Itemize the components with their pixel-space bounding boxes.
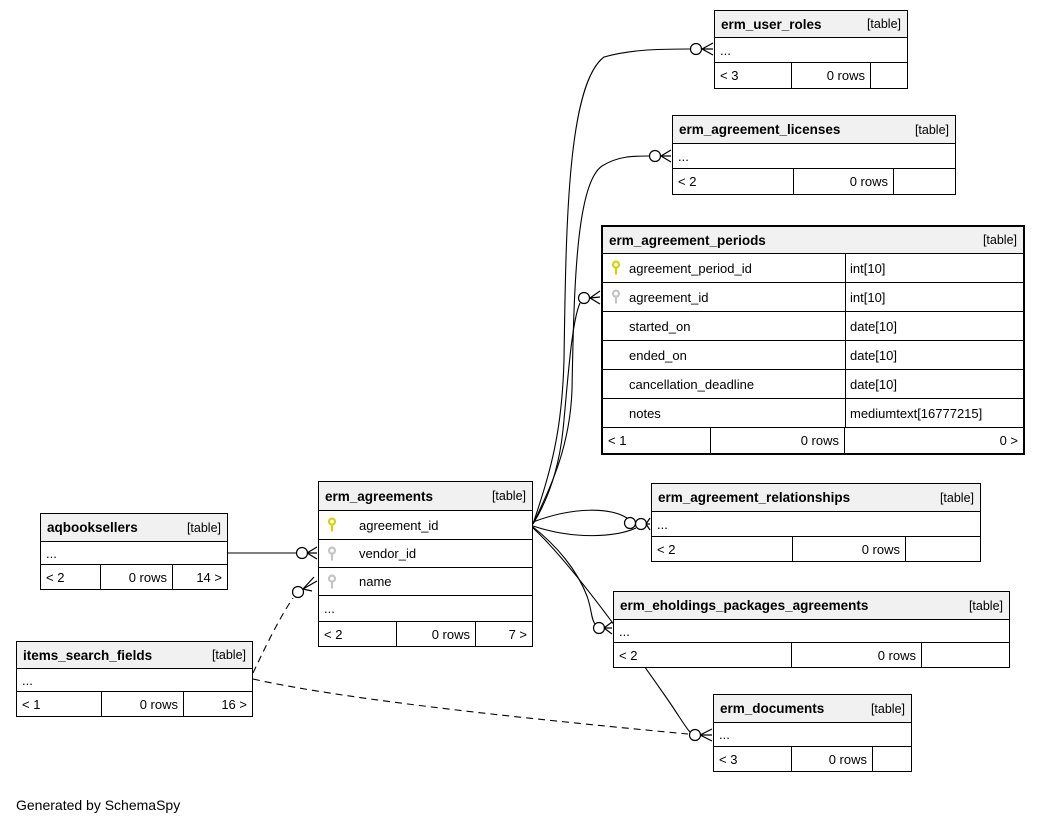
column-name: started_on — [629, 318, 691, 334]
table-name-link[interactable]: erm_eholdings_packages_agreements — [620, 598, 869, 613]
table-tag: [table] — [211, 648, 246, 662]
hidden-columns-ellipsis: ... — [17, 669, 252, 692]
footer-row-count: 0 rows — [794, 169, 894, 194]
footer-children-count: < 2 — [319, 622, 397, 646]
table-items-search-fields[interactable] — [16, 641, 253, 717]
table-tag: [table] — [982, 233, 1017, 247]
footer-row-count: 0 rows — [711, 428, 845, 453]
foreign-key-icon — [319, 546, 345, 562]
footer-parents-count: 0 > — [999, 433, 1018, 448]
column-type: date[10] — [845, 370, 1023, 398]
footer-row-count: 0 rows — [793, 537, 906, 561]
edge-agreements-to-relationships-1 — [533, 510, 627, 522]
table-erm-agreement-periods[interactable] — [601, 225, 1025, 455]
table-tag: [table] — [870, 701, 905, 716]
column-name: agreement_id — [359, 517, 439, 533]
footer-children-count: < 3 — [715, 63, 792, 88]
table-tag: [table] — [866, 17, 901, 31]
column-row[interactable] — [603, 254, 1023, 283]
column-type: int[10] — [845, 283, 1023, 311]
column-row[interactable] — [603, 370, 1023, 399]
table-name-link[interactable]: erm_agreement_periods — [609, 232, 766, 248]
footer-children-count: < 2 — [673, 169, 794, 194]
column-row[interactable] — [319, 540, 532, 568]
table-erm-eholdings-packages-agreements[interactable] — [613, 591, 1010, 668]
fk-endpoint-licenses — [650, 150, 672, 162]
fk-endpoint-eholdings — [594, 622, 613, 634]
column-type: mediumtext[16777215] — [845, 399, 1023, 427]
column-name: vendor_id — [359, 546, 417, 561]
foreign-key-icon — [603, 289, 629, 305]
table-tag: [table] — [186, 520, 221, 535]
footer-children-count: < 1 — [17, 692, 102, 716]
primary-key-icon — [603, 260, 629, 276]
table-erm-agreement-relationships[interactable] — [651, 483, 981, 562]
table-name-link[interactable]: aqbooksellers — [47, 520, 138, 535]
edge-agreements-to-relationships-2 — [533, 526, 636, 536]
column-name: notes — [629, 405, 661, 421]
footer-parents-count: 16 > — [221, 696, 247, 712]
foreign-key-icon — [319, 574, 345, 590]
hidden-columns-ellipsis: ... — [673, 144, 955, 169]
footer-parents-count — [922, 643, 1009, 667]
column-row[interactable] — [603, 341, 1023, 370]
primary-key-icon — [319, 517, 345, 533]
footer-row-count: 0 rows — [101, 565, 173, 589]
edge-agreements-to-eholdings — [533, 527, 595, 624]
table-name-link[interactable]: items_search_fields — [23, 647, 153, 663]
table-erm-agreement-licenses[interactable] — [672, 115, 956, 195]
table-tag: [table] — [968, 598, 1003, 613]
footer-parents-count — [873, 747, 911, 771]
hidden-columns-ellipsis: ... — [319, 596, 532, 622]
column-row[interactable] — [319, 568, 532, 596]
edge-items-search-fields-to-documents — [253, 679, 688, 734]
footer-parents-count — [906, 537, 980, 561]
column-name: agreement_id — [629, 289, 709, 305]
column-type: date[10] — [845, 312, 1023, 340]
footer-parents-count — [894, 169, 955, 194]
fk-endpoint-vendor-id — [297, 547, 318, 559]
hidden-columns-ellipsis: ... — [614, 620, 1009, 643]
table-name-link[interactable]: erm_documents — [720, 701, 825, 716]
footer-parents-count: 14 > — [196, 569, 222, 585]
table-aqbooksellers[interactable] — [40, 513, 228, 590]
footer-children-count: < 3 — [714, 747, 792, 771]
footer-parents-count: 7 > — [508, 626, 527, 642]
footer-children-count: < 1 — [603, 428, 711, 453]
hidden-columns-ellipsis: ... — [714, 723, 911, 747]
hidden-columns-ellipsis: ... — [41, 542, 227, 565]
hidden-columns-ellipsis: ... — [715, 38, 907, 63]
table-name-link[interactable]: erm_agreement_licenses — [679, 122, 841, 137]
footer-parents-count — [871, 63, 907, 88]
footer-row-count: 0 rows — [792, 63, 871, 88]
column-row[interactable] — [603, 283, 1023, 312]
table-erm-user-roles[interactable] — [714, 10, 908, 89]
column-name: name — [359, 574, 392, 589]
table-name-link[interactable]: erm_agreements — [325, 488, 434, 504]
footer-row-count: 0 rows — [397, 622, 476, 646]
fk-endpoint-documents — [690, 729, 713, 741]
footer-row-count: 0 rows — [792, 747, 873, 771]
fk-endpoint-name — [293, 577, 318, 598]
column-type: date[10] — [845, 341, 1023, 369]
footer-row-count: 0 rows — [792, 643, 922, 667]
fk-endpoint-relationships — [625, 518, 651, 531]
column-row[interactable] — [603, 312, 1023, 341]
column-row[interactable] — [319, 511, 532, 540]
hidden-columns-ellipsis: ... — [652, 512, 980, 537]
footer-row-count: 0 rows — [102, 692, 184, 716]
edge-items-search-fields-to-name — [253, 598, 293, 673]
footer-children-count: < 2 — [41, 565, 101, 589]
fk-endpoint-user-roles — [691, 43, 714, 55]
column-name: ended_on — [629, 347, 687, 363]
column-row[interactable] — [603, 399, 1023, 428]
edge-agreements-to-periods — [533, 303, 580, 524]
table-erm-agreements[interactable] — [318, 481, 533, 647]
table-tag: [table] — [491, 489, 526, 503]
footer-children-count: < 2 — [614, 643, 792, 667]
table-tag: [table] — [939, 490, 974, 505]
generated-by-note: Generated by SchemaSpy — [16, 797, 181, 813]
column-name: cancellation_deadline — [629, 376, 755, 392]
column-type: int[10] — [845, 254, 1023, 282]
table-name-link[interactable]: erm_agreement_relationships — [658, 490, 851, 505]
table-name-link[interactable]: erm_user_roles — [721, 16, 822, 32]
fk-endpoint-periods — [579, 291, 601, 304]
table-erm-documents[interactable] — [713, 694, 912, 772]
column-name: agreement_period_id — [629, 260, 752, 276]
footer-children-count: < 2 — [652, 537, 793, 561]
table-tag: [table] — [914, 122, 949, 137]
